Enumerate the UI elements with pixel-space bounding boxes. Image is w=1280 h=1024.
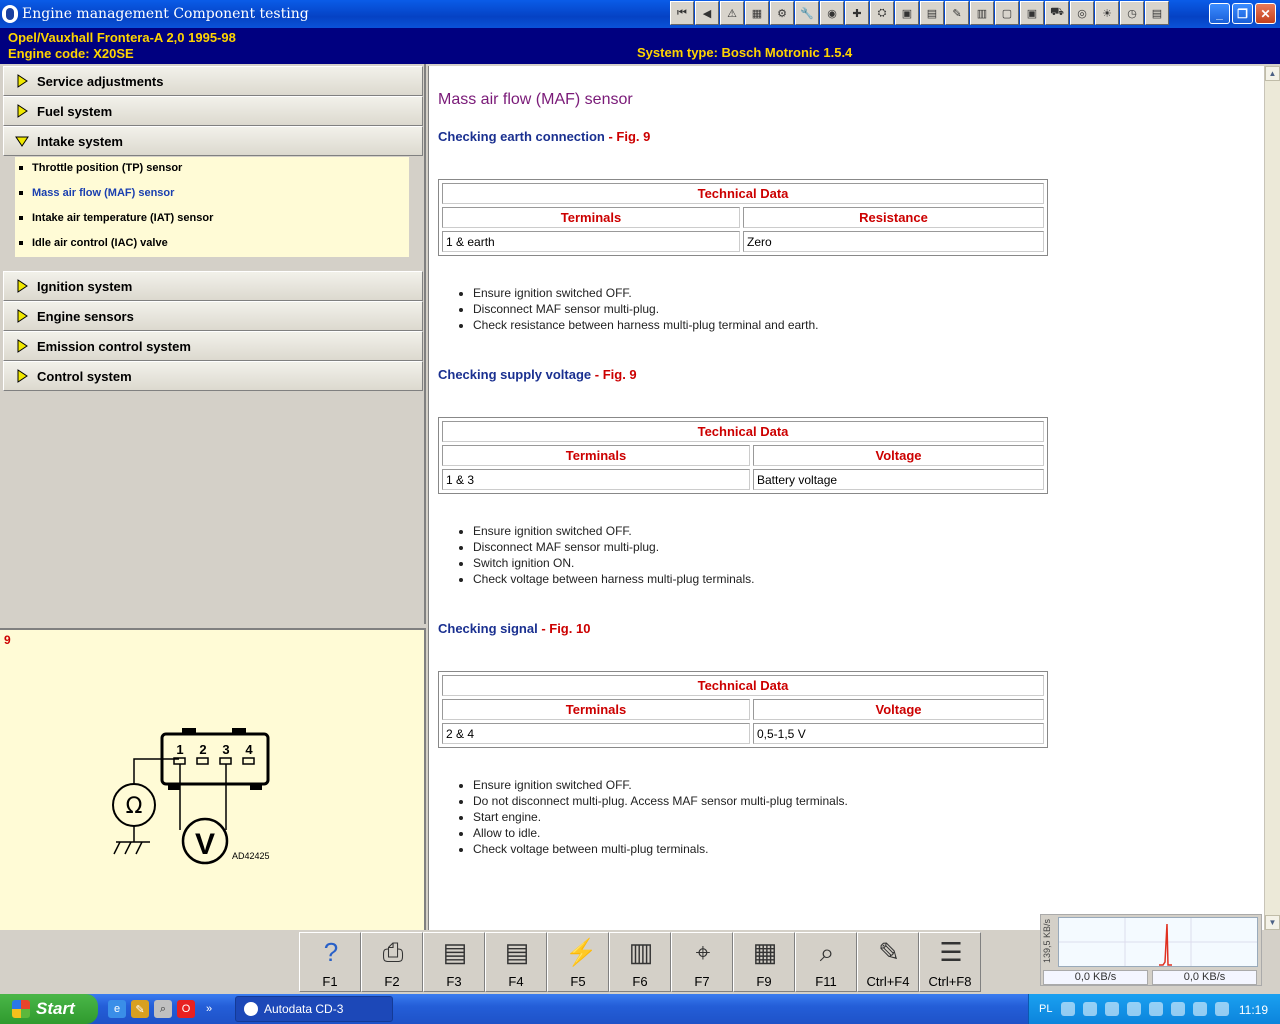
subitem-tp-sensor[interactable] (19, 162, 182, 174)
security-icon[interactable] (1193, 1002, 1207, 1016)
gear-icon[interactable]: ⚙ (770, 1, 794, 25)
figure-number: 9 (4, 633, 11, 647)
arrow-right-icon (15, 279, 29, 293)
fkey-f6[interactable] (609, 932, 671, 992)
help-icon[interactable] (1083, 1002, 1097, 1016)
nav-section-label: Engine sensors (37, 308, 134, 324)
network-icon[interactable] (1105, 1002, 1119, 1016)
language-indicator[interactable]: PL (1039, 1003, 1053, 1015)
fkey-f4[interactable] (485, 932, 547, 992)
toolbar (670, 1, 1170, 25)
page-title: Mass air flow (MAF) sensor (438, 91, 633, 108)
step-list (473, 523, 754, 587)
back-icon[interactable]: ◀ (695, 1, 719, 25)
car-icon[interactable]: ⛟ (1045, 1, 1069, 25)
figure-link[interactable]: - Fig. 9 (604, 129, 651, 144)
notes-icon: ▤ (504, 937, 530, 967)
nav-section-emission-control[interactable] (3, 331, 423, 361)
system-tray (1028, 994, 1280, 1024)
pin-label: 3 (222, 742, 230, 757)
vehicle-model: Opel/Vauxhall Frontera-A 2,0 1995-98 (8, 30, 236, 45)
section-heading (438, 367, 637, 382)
fkey-label: F6 (632, 974, 648, 989)
arrow-right-icon (15, 309, 29, 323)
scroll-up-button[interactable]: ▲ (1265, 66, 1280, 81)
list-item: • Ensure ignition switched OFF. (473, 523, 754, 539)
scroll-down-button[interactable]: ▼ (1265, 915, 1280, 930)
notes-icon: ▤ (442, 937, 468, 967)
bullet-icon (19, 241, 23, 245)
table-cell: Zero (743, 231, 1044, 252)
fkey-f1[interactable] (299, 932, 361, 992)
table-cell: 0,5-1,5 V (753, 723, 1044, 744)
nav-section-label: Intake system (37, 133, 123, 149)
shield-icon[interactable] (1149, 1002, 1163, 1016)
taskbar (0, 994, 1280, 1024)
fkey-ctrl-f8[interactable] (919, 932, 981, 992)
subitem-iac-valve[interactable] (19, 237, 168, 249)
nav-section-label: Ignition system (37, 278, 133, 294)
list-item: • Ensure ignition switched OFF. (473, 285, 819, 301)
list-item: • Check resistance between harness multi-plug terminal and earth. (473, 317, 819, 333)
pin-label: 1 (176, 742, 184, 757)
screen-icon[interactable]: ▢ (995, 1, 1019, 25)
app-icon (244, 1002, 258, 1016)
subitem-label: Mass air flow (MAF) sensor (32, 187, 175, 199)
step-list (473, 777, 848, 857)
function-keys (299, 932, 981, 992)
fkey-f3[interactable] (423, 932, 485, 992)
nav-section-label: Control system (37, 368, 132, 384)
arrow-right-icon (15, 339, 29, 353)
table-caption: Technical Data (442, 421, 1044, 442)
download-rate: 0,0 KB/s (1043, 970, 1148, 985)
fkey-f11[interactable] (795, 932, 857, 992)
arrow-right-icon (15, 104, 29, 118)
figure-code: AD42425 (232, 851, 270, 861)
fkey-ctrl-f4[interactable] (857, 932, 919, 992)
quick-launch (108, 1000, 223, 1018)
clock: 11:19 (1238, 1003, 1268, 1017)
network-axis-label: 139,5 KB/s (1042, 919, 1052, 964)
close-button[interactable]: ✕ (1255, 3, 1276, 24)
table-cell: Battery voltage (753, 469, 1044, 490)
table-caption: Technical Data (442, 675, 1044, 696)
list-item: • Ensure ignition switched OFF. (473, 777, 848, 793)
bullet-icon (19, 216, 23, 220)
content-scrollbar[interactable] (1264, 66, 1280, 930)
fkey-label: F2 (384, 974, 400, 989)
column-header: Terminals (442, 699, 750, 720)
nav-section-label: Emission control system (37, 338, 191, 354)
technical-data-table (438, 179, 1048, 256)
step-list (473, 285, 819, 333)
nav-section-fuel-system[interactable] (3, 96, 423, 126)
fkey-f7[interactable] (671, 932, 733, 992)
fkey-label: F5 (570, 974, 586, 989)
engine-code: Engine code: X20SE (8, 46, 134, 61)
wrench-icon[interactable]: 🔧 (795, 1, 819, 25)
back-icon[interactable] (1127, 1002, 1141, 1016)
list-item: • Disconnect MAF sensor multi-plug. (473, 539, 754, 555)
content-pane (428, 66, 1264, 930)
network-graph (1058, 917, 1258, 967)
vehicle-info-bar (0, 28, 1280, 64)
calendar-icon[interactable]: ▥ (970, 1, 994, 25)
subitem-label: Throttle position (TP) sensor (32, 162, 183, 174)
save-icon[interactable]: ▣ (895, 1, 919, 25)
disc-icon[interactable]: ◉ (820, 1, 844, 25)
arrow-right-icon (15, 74, 29, 88)
nav-section-engine-sensors[interactable] (3, 301, 423, 331)
fkey-label: F4 (508, 974, 524, 989)
nav-section-ignition-system[interactable] (3, 271, 423, 301)
printer-icon: ⎙ (382, 937, 404, 967)
section-title: Checking supply voltage (438, 367, 592, 382)
pc-icon[interactable]: ▣ (1020, 1, 1044, 25)
fkey-label: F9 (756, 974, 772, 989)
bullet-icon (19, 166, 23, 170)
table-cell: 1 & 3 (442, 469, 750, 490)
more-chevron-icon[interactable]: » (205, 1003, 213, 1015)
fkey-f2[interactable] (361, 932, 423, 992)
list-item: • Disconnect MAF sensor multi-plug. (473, 301, 819, 317)
nav-section-label: Service adjustments (37, 73, 164, 89)
fkey-label: Ctrl+F4 (866, 974, 910, 989)
list-icon: ☰ (939, 937, 963, 967)
technical-data-table (438, 671, 1048, 748)
list-item: • Check voltage between multi-plug terminals. (473, 841, 848, 857)
section-heading (438, 129, 650, 144)
probe-icon: ⌖ (695, 937, 711, 967)
timer-icon[interactable]: ◷ (1120, 1, 1144, 25)
intake-subitems (15, 157, 409, 257)
wiring-diagram (0, 630, 424, 930)
section-title: Checking earth connection (438, 129, 605, 144)
table-caption: Technical Data (442, 183, 1044, 204)
tools-icon[interactable]: ✚ (845, 1, 869, 25)
nav-section-intake-system[interactable] (3, 126, 423, 156)
light-icon[interactable]: ☀ (1095, 1, 1119, 25)
diagram-icon[interactable]: ▦ (745, 1, 769, 25)
list-item: • Check voltage between harness multi-plug terminals. (473, 571, 754, 587)
volt-symbol: V (194, 828, 216, 861)
figure-link[interactable]: - Fig. 10 (537, 621, 591, 636)
search-icon: ⌕ (819, 937, 835, 967)
column-header: Terminals (442, 445, 750, 466)
pin-label: 4 (245, 742, 253, 757)
section-heading (438, 621, 590, 636)
list-item: • Do not disconnect multi-plug. Access MAF sensor multi-plug terminals. (473, 793, 848, 809)
search-icon[interactable]: ⌕ (154, 1000, 172, 1018)
fkey-label: F11 (815, 974, 837, 989)
calendar-icon[interactable] (1171, 1002, 1185, 1016)
ohm-symbol: Ω (125, 794, 143, 819)
printer-icon[interactable]: ▤ (920, 1, 944, 25)
window-title: Engine management Component testing (22, 6, 309, 22)
navigation-pane (0, 64, 426, 624)
windows-icon (12, 1000, 30, 1018)
fkey-label: F1 (322, 974, 338, 989)
task-label: Autodata CD-3 (264, 1002, 344, 1016)
title-bar (0, 0, 1280, 28)
app-icon (2, 5, 18, 23)
table-cell: 2 & 4 (442, 723, 750, 744)
first-icon[interactable]: ⏮ (670, 1, 694, 25)
battery-icon[interactable]: ▤ (1145, 1, 1169, 25)
ie-icon[interactable]: e (108, 1000, 126, 1018)
warning-icon[interactable]: ⚠ (720, 1, 744, 25)
list-item: • Switch ignition ON. (473, 555, 754, 571)
maximize-button[interactable]: ❐ (1232, 3, 1253, 24)
column-header: Resistance (743, 207, 1044, 228)
figure-pane (0, 628, 426, 930)
fkey-f9[interactable] (733, 932, 795, 992)
subitem-iat-sensor[interactable] (19, 212, 213, 224)
subitem-maf-sensor[interactable] (19, 187, 174, 199)
connector-icon: ▥ (628, 937, 654, 967)
help-icon: ? (323, 937, 339, 967)
tool-icon[interactable]: ✎ (131, 1000, 149, 1018)
start-button[interactable] (0, 994, 98, 1024)
update-icon[interactable] (1215, 1002, 1229, 1016)
nav-section-control-system[interactable] (3, 361, 423, 391)
column-header: Voltage (753, 445, 1044, 466)
pin-label: 2 (199, 742, 207, 757)
column-header: Terminals (442, 207, 740, 228)
network-monitor (1040, 914, 1262, 986)
section-title: Checking signal (438, 621, 538, 636)
upload-rate: 0,0 KB/s (1152, 970, 1257, 985)
nav-section-service-adjustments[interactable] (3, 66, 423, 96)
column-header: Voltage (753, 699, 1044, 720)
fuse-icon: ▦ (752, 937, 778, 967)
arrow-right-icon (15, 369, 29, 383)
fkey-label: Ctrl+F8 (928, 974, 972, 989)
bullet-icon (19, 191, 23, 195)
service-icon[interactable]: ⛭ (870, 1, 894, 25)
edit-icon: ✎ (878, 937, 900, 967)
nav-section-label: Fuel system (37, 103, 113, 119)
table-cell: 1 & earth (442, 231, 740, 252)
opera-icon[interactable]: O (177, 1000, 195, 1018)
list-item: • Start engine. (473, 809, 848, 825)
system-type: System type: Bosch Motronic 1.5.4 (637, 45, 853, 60)
window-controls (1207, 3, 1276, 24)
minimize-button[interactable]: _ (1209, 3, 1230, 24)
fkey-f5[interactable] (547, 932, 609, 992)
fkey-label: F3 (446, 974, 462, 989)
start-label: Start (36, 999, 75, 1018)
cd-icon[interactable]: ◎ (1070, 1, 1094, 25)
figure-link[interactable]: - Fig. 9 (591, 367, 637, 382)
taskbar-item-autodata[interactable] (235, 996, 393, 1022)
fkey-label: F7 (694, 974, 710, 989)
technical-data-table (438, 417, 1048, 494)
pen-icon[interactable]: ✎ (945, 1, 969, 25)
list-item: • Allow to idle. (473, 825, 848, 841)
subitem-label: Idle air control (IAC) valve (32, 237, 168, 249)
keyboard-icon[interactable] (1061, 1002, 1075, 1016)
diagram-icon: ⚡ (565, 937, 598, 967)
subitem-label: Intake air temperature (IAT) sensor (32, 212, 214, 224)
arrow-down-icon (15, 134, 29, 148)
